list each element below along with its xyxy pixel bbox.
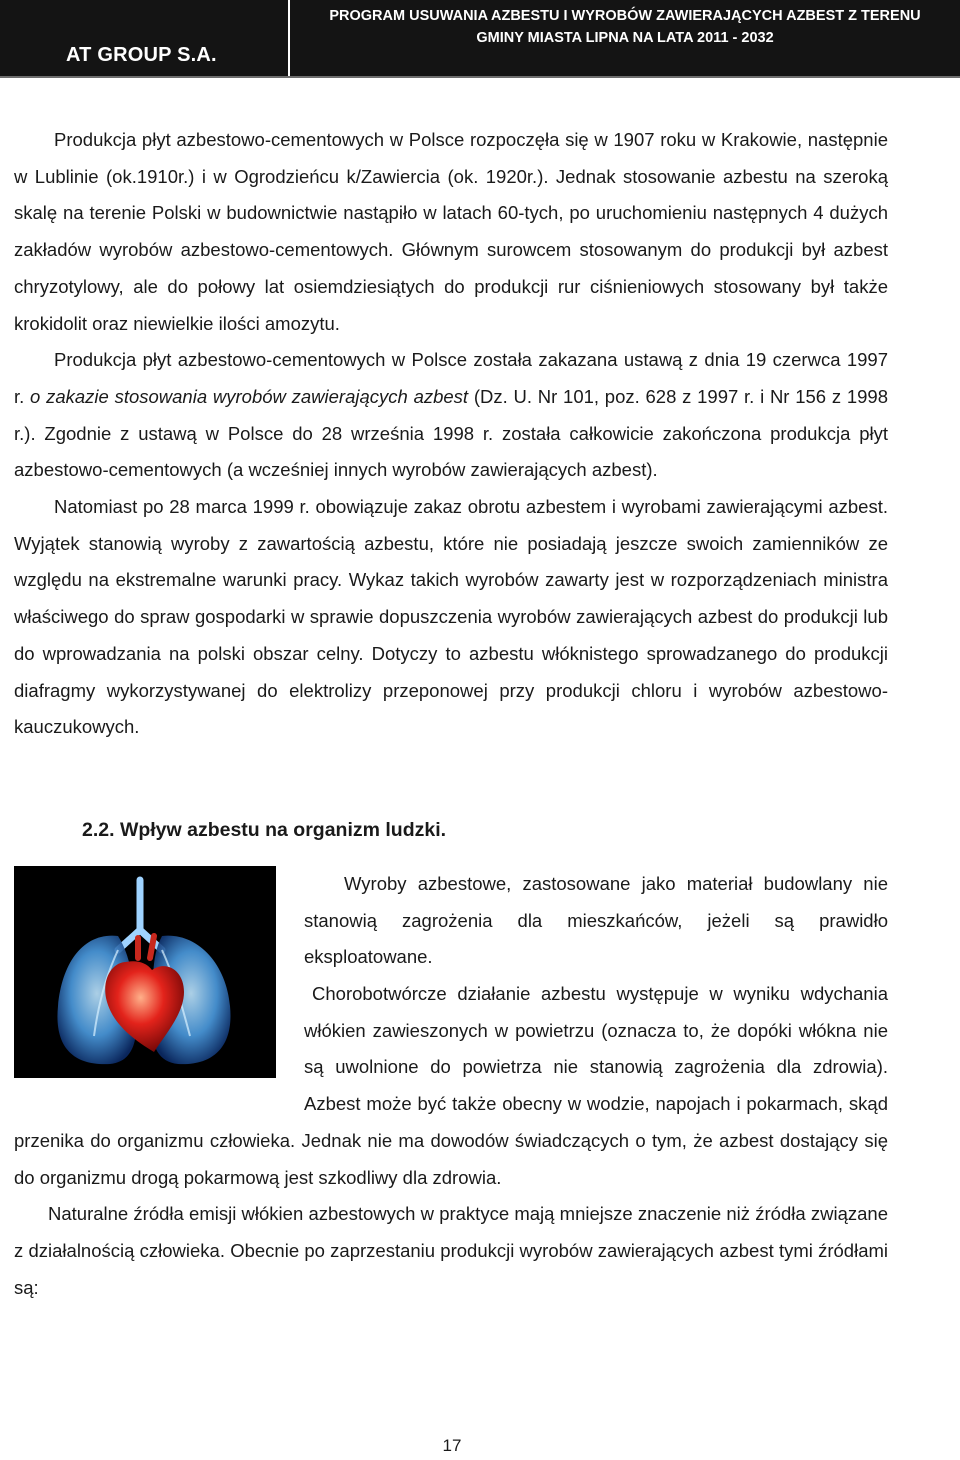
ban-text-a: Produkcja płyt azbestowo-cementowych w Polsce została zakazana ustawą z dnia 19 czerwca 1997 r. [14,349,888,407]
header-logo-block [0,0,288,76]
company-name: AT GROUP S.A. [66,44,217,66]
paragraph-building-materials: Wyroby azbestowe, zastosowane jako materiał budowlany nie stanowią zagrożenia dla mieszkańców, jeżeli są prawidło eksploatowane. [304,872,888,968]
document-body [14,122,888,1306]
ban-text-b: (Dz. U. Nr 101, poz. 628 z 1997 r. i Nr 156 z 1998 r.). Zgodnie z ustawą w Polsce do 28 września 1998 r. została całkowicie zakończona produkcja płyt azbestowo-cementowych (a wcześniej innych wyrobów zawierających azbest). [14,385,888,481]
program-title-line1: PROGRAM USUWANIA AZBESTU I WYROBÓW ZAWIERAJĄCYCH AZBEST Z TERENU [329,8,921,24]
paragraph-history: Produkcja płyt azbestowo-cementowych w Polsce rozpoczęła się w 1907 roku w Krakowie, następnie w Lublinie (ok.1910r.) i w Ogrodzieńcu k/Zawiercia (ok. 1920r.). Jednak stosowanie azbestu na szeroką skalę na terenie Polski w budownictwie nastąpiło w latach 60-tych, po uruchomieniu następnych 4 dużych zakładów wyrobów azbestowo-cementowych. Głównym surowcem stosowanym do produkcji był azbest chryzotylowy, ale do połowy lat osiemdziesiątych do produkcji rur ciśnieniowych stosowany był także krokidolit oraz niewielkie ilości amozytu. [14,129,888,334]
paragraph-ban [14,342,888,489]
paragraph-health-effects: Chorobotwórcze działanie azbestu występuje w wyniku wdychania włókien zawieszonych w powietrzu (oznacza to, że dopóki włókna nie są uwolnione do powietrza nie stanowią zagrożenia dla zdrowia). Azbest może być także obecny w wodzie, napojach i pokarmach, skąd przenika do organizmu człowieka. Jednak nie ma dowodów świadczących o tym, że azbest dostający się do organizmu drogą pokarmową jest szkodliwy dla zdrowia. [14,983,888,1188]
page-header [0,0,960,78]
act-title: o zakazie stosowania wyrobów zawierających azbest [30,385,469,407]
header-divider [0,76,960,78]
section-heading: 2.2. Wpływ azbestu na organizm ludzki. [82,818,447,841]
paragraph-natural-sources: Naturalne źródła emisji włókien azbestowych w praktyce mają mniejsze znaczenie niż źródła związane z działalnością człowieka. Obecnie po zaprzestaniu produkcji wyrobów zawierających azbest tymi źródłami są: [14,1203,888,1298]
page-number: 17 [442,1436,462,1455]
paragraph-trade-ban: Natomiast po 28 marca 1999 r. obowiązuje zakaz obrotu azbestem i wyrobami zawierającymi azbest. Wyjątek stanowią wyroby z zawartością azbestu, które nie posiadają jeszcze swoich zamienników ze względu na ekstremalne warunki pracy. Wykaz takich wyrobów zawarty jest w rozporządzeniach ministra właściwego do spraw gospodarki w sprawie dopuszczenia wyrobów zawierających azbest do produkcji lub do wprowadzania na polski obszar celny. Dotyczy to azbestu włóknistego sprowadzanego do produkcji diafragmy wykorzystywanej do elektrolizy przeponowej przy produkcji chloru i wyrobów azbestowo-kauczukowych. [14,496,888,738]
program-title-line2: GMINY MIASTA LIPNA NA LATA 2011 - 2032 [476,30,774,46]
lungs-heart-icon [14,866,276,1078]
